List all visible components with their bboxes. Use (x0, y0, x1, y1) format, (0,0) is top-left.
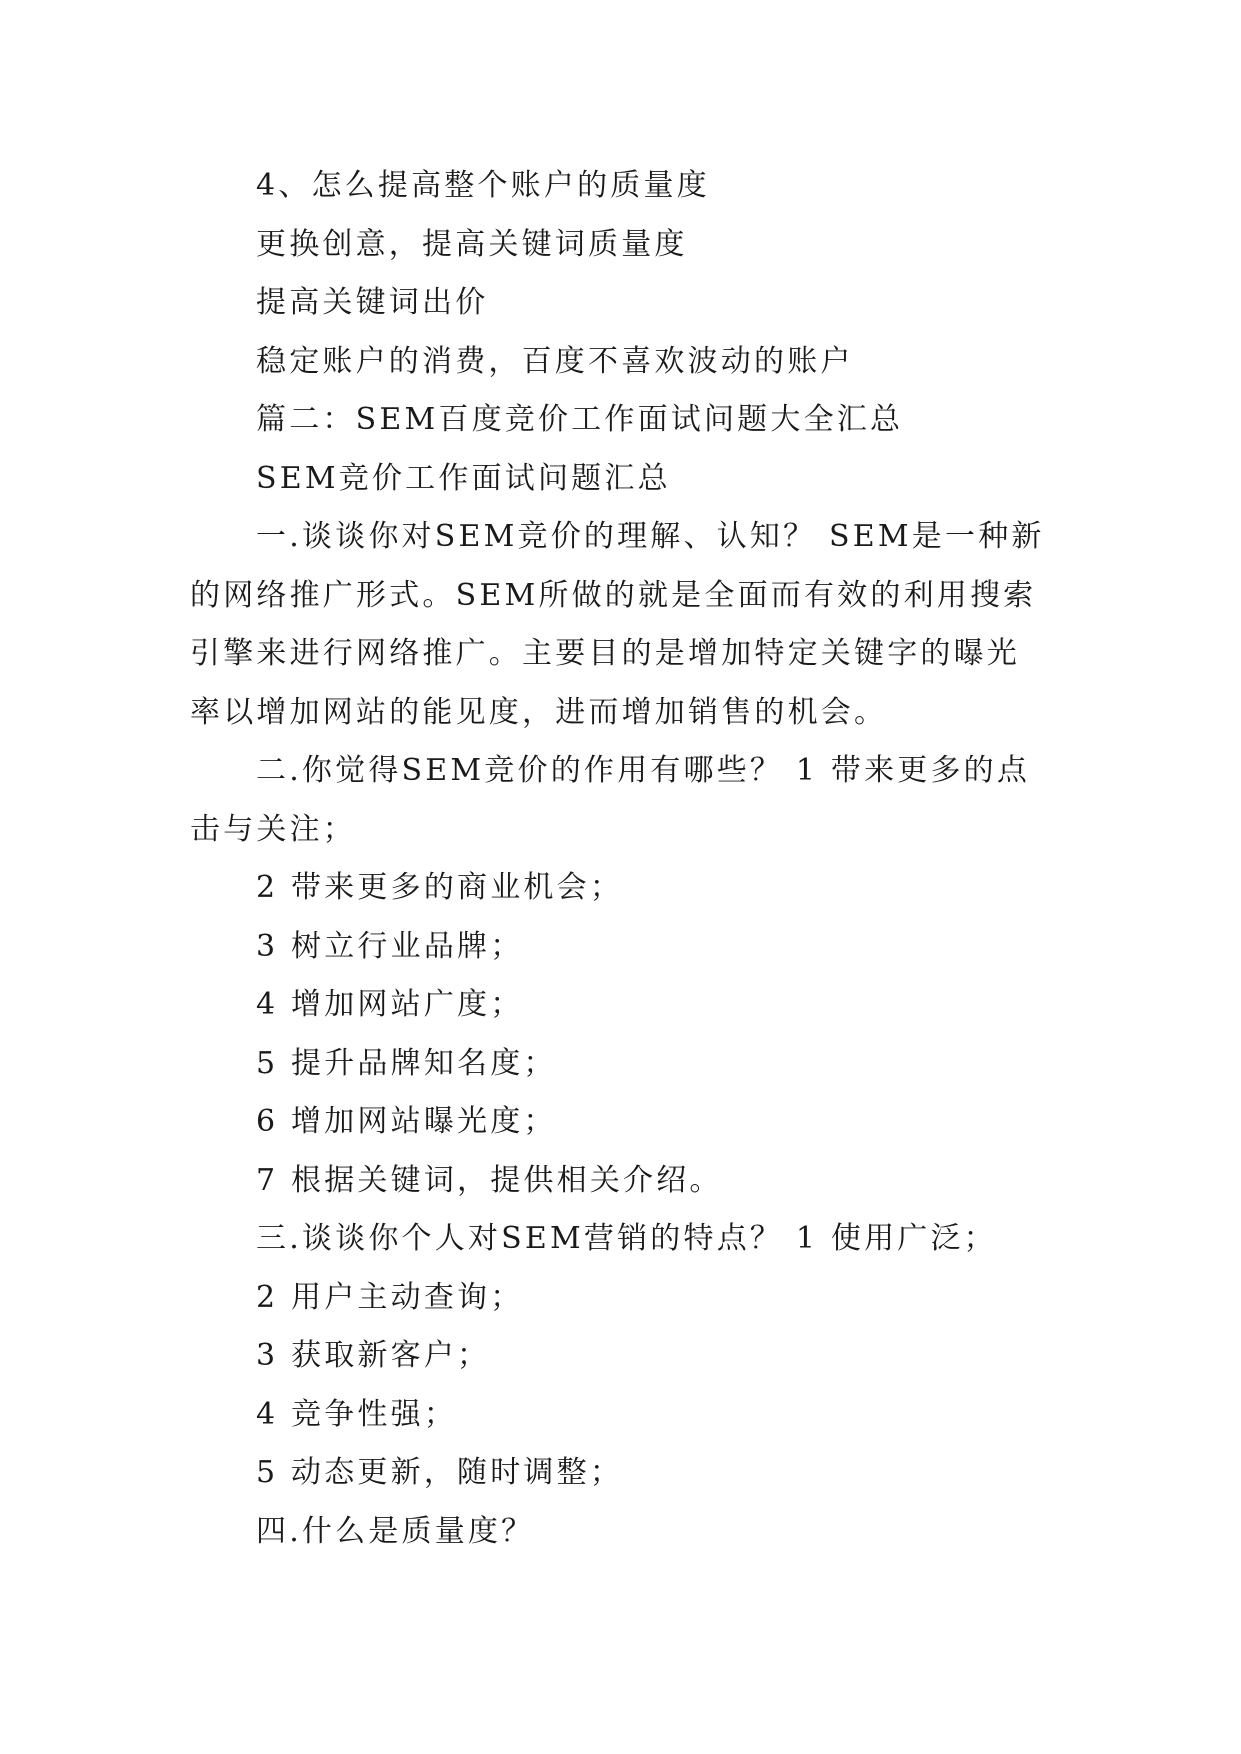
question-4: 四.什么是质量度？ (256, 1513, 535, 1549)
list-item: 4 竞争性强； (256, 1396, 458, 1432)
list-item: 7 根据关键词，提供相关介绍。 (256, 1162, 723, 1198)
list-item: 5 提升品牌知名度； (256, 1045, 557, 1081)
list-item: 2 用户主动查询； (256, 1279, 524, 1315)
paragraph-1: 4、怎么提高整个账户的质量度 (256, 168, 710, 203)
list-item: 4 增加网站广度； (256, 987, 524, 1022)
paragraph-2: 更换创意，提高关键词质量度 (256, 226, 688, 262)
question-3: 三.谈谈你个人对SEM营销的特点？ 1 使用广泛； (256, 1221, 997, 1256)
paragraph-4: 稳定账户的消费，百度不喜欢波动的账户 (256, 343, 854, 379)
question-2: 二.你觉得SEM竞价的作用有哪些？ 1 带来更多的点击与关注； (190, 753, 1031, 847)
list-item: 3 获取新客户； (256, 1338, 491, 1373)
paragraph-3: 提高关键词出价 (256, 285, 489, 320)
question-1: 一.谈谈你对SEM竞价的理解、认知？ SEM是一种新的网络推广形式。SEM所做的就是全面而有效的利用搜索引擎来进行网络推广。主要目的是增加特定关键字的曝光率以增加网站的能见度，进而增加销售的机会。 (190, 519, 1045, 730)
document-body (190, 157, 1050, 1561)
list-item: 6 增加网站曝光度； (256, 1104, 557, 1139)
list-item: 3 树立行业品牌； (256, 928, 524, 964)
list-item: 2 带来更多的商业机会； (256, 870, 624, 905)
section-heading-part-two: 篇二：SEM百度竞价工作面试问题大全汇总 (256, 402, 904, 437)
section-subheading: SEM竞价工作面试问题汇总 (256, 460, 671, 496)
list-item: 5 动态更新，随时调整； (256, 1455, 624, 1490)
